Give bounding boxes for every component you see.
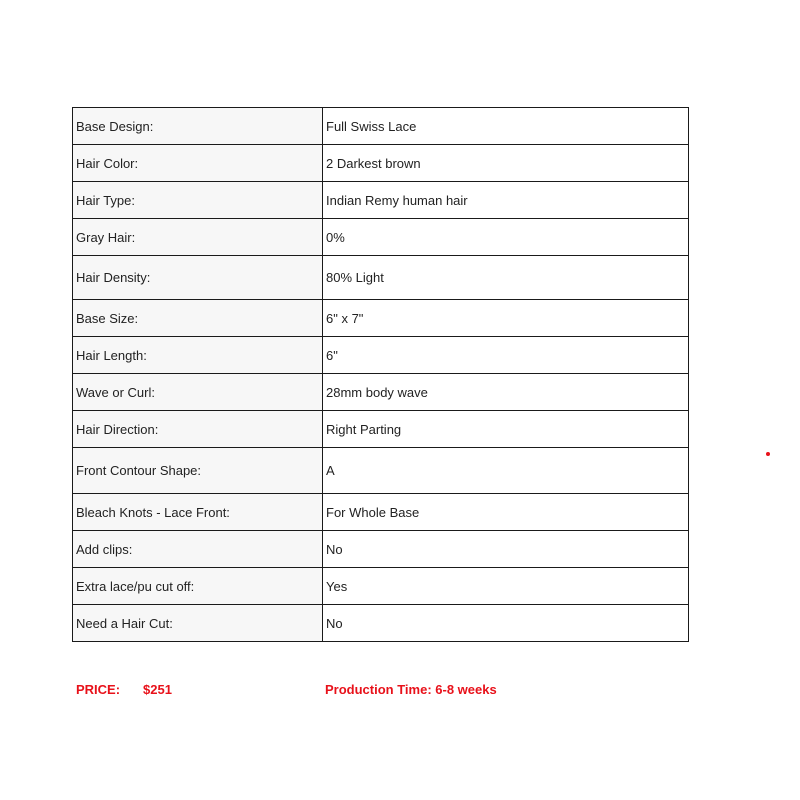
table-row bbox=[73, 337, 689, 374]
row-value: 0% bbox=[323, 219, 689, 256]
table-row bbox=[73, 411, 689, 448]
row-label: Hair Density: bbox=[73, 256, 323, 300]
row-value: No bbox=[323, 605, 689, 642]
row-label: Hair Color: bbox=[73, 145, 323, 182]
table-row bbox=[73, 374, 689, 411]
row-value: No bbox=[323, 531, 689, 568]
production-time: Production Time: 6-8 weeks bbox=[325, 682, 497, 697]
row-value: 28mm body wave bbox=[323, 374, 689, 411]
row-value: 2 Darkest brown bbox=[323, 145, 689, 182]
row-label: Hair Type: bbox=[73, 182, 323, 219]
price-value: $251 bbox=[143, 682, 172, 697]
row-label: Front Contour Shape: bbox=[73, 448, 323, 494]
row-label: Wave or Curl: bbox=[73, 374, 323, 411]
row-label: Need a Hair Cut: bbox=[73, 605, 323, 642]
table-row bbox=[73, 219, 689, 256]
row-label: Base Size: bbox=[73, 300, 323, 337]
row-label: Hair Length: bbox=[73, 337, 323, 374]
row-value: Yes bbox=[323, 568, 689, 605]
table-row bbox=[73, 605, 689, 642]
price-label: PRICE: bbox=[76, 682, 121, 697]
row-label: Bleach Knots - Lace Front: bbox=[73, 494, 323, 531]
row-value: Full Swiss Lace bbox=[323, 108, 689, 145]
row-label: Add clips: bbox=[73, 531, 323, 568]
row-value: A bbox=[323, 448, 689, 494]
table-row bbox=[73, 531, 689, 568]
row-value: 80% Light bbox=[323, 256, 689, 300]
row-label: Extra lace/pu cut off: bbox=[73, 568, 323, 605]
row-label: Gray Hair: bbox=[73, 219, 323, 256]
row-label: Base Design: bbox=[73, 108, 323, 145]
red-dot-marker bbox=[766, 452, 770, 456]
row-value: 6" x 7" bbox=[323, 300, 689, 337]
row-value: Indian Remy human hair bbox=[323, 182, 689, 219]
row-label: Hair Direction: bbox=[73, 411, 323, 448]
table-row bbox=[73, 494, 689, 531]
row-value: 6" bbox=[323, 337, 689, 374]
row-value: Right Parting bbox=[323, 411, 689, 448]
row-value: For Whole Base bbox=[323, 494, 689, 531]
table-row bbox=[73, 256, 689, 300]
table-row bbox=[73, 568, 689, 605]
table-row bbox=[73, 300, 689, 337]
table-row bbox=[73, 145, 689, 182]
spec-table-body bbox=[73, 108, 689, 642]
hair-spec-table bbox=[72, 107, 689, 642]
table-row bbox=[73, 448, 689, 494]
table-row bbox=[73, 108, 689, 145]
table-row bbox=[73, 182, 689, 219]
